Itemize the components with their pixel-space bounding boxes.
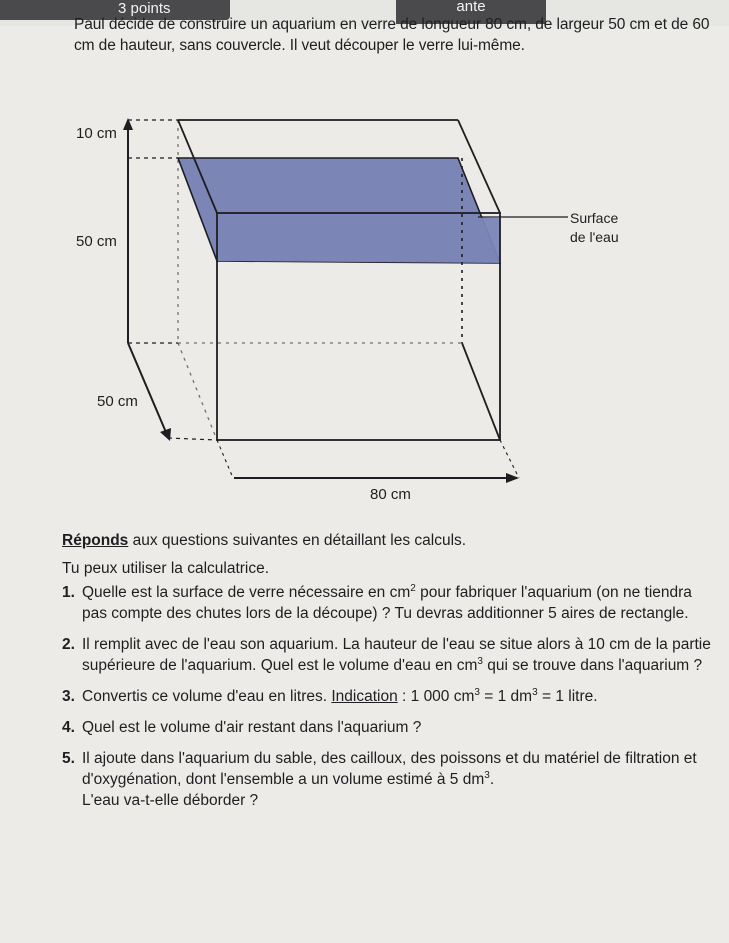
question-3: [62, 686, 712, 707]
instructions: [62, 530, 712, 586]
intro-text: Paul décide de construire un aquarium en verre de longueur 80 cm, de largeur 50 cm et de 60 cm de hauteur, sans couvercle. Il veut découper le verre lui-même.: [74, 16, 710, 54]
indication-label: Indication: [331, 688, 398, 705]
question-5-line2: L'eau va-t-elle déborder ?: [82, 792, 259, 809]
instruction-lead: Réponds: [62, 532, 129, 549]
question-text: Il ajoute dans l'aquarium du sable, des cailloux, des poissons et du matériel de filtration et d'oxygénation, dont l'ensemble a un volume estimé à 5 $dm^3$. L'eau va-t-elle déborder ?: [82, 750, 697, 809]
question-number: 1.: [62, 584, 75, 601]
question-number: 5.: [62, 750, 75, 767]
question-number: 3.: [62, 688, 75, 705]
top-right-tab: ante: [396, 0, 546, 24]
label-water: de l'eau: [570, 229, 619, 245]
depth-tick: [168, 438, 217, 440]
question-5: [62, 748, 712, 811]
question-text: Quelle est la surface de verre nécessaire en $cm^2$ pour fabriquer l'aquarium (on ne tiendra pas compte des chutes lors de la découpe) ? Tu devras additionner 5 aires de rectangle.: [82, 582, 692, 622]
question-text: Il remplit avec de l'eau son aquarium. La hauteur de l'eau se situe alors à 10 cm de la partie supérieure de l'aquarium. Quel est le volume d'eau en $cm^3$ qui se trouve dans l'aquarium ?: [82, 636, 711, 674]
calculator-note: Tu peux utiliser la calculatrice.: [62, 560, 270, 577]
water-front-band: [217, 213, 500, 263]
points-tab: 3 points: [0, 0, 230, 20]
question-text: Quel est le volume d'air restant dans l'aquarium ?: [82, 719, 422, 736]
length-arrow-right: [506, 473, 519, 483]
label-80cm: 80 cm: [370, 486, 411, 503]
depth-dimension-line: [128, 343, 168, 437]
question-text: Convertis ce volume d'eau en litres. Indication : 1 000 $cm^3 = 1$ $dm^3 = 1$ litre.: [82, 686, 598, 705]
question-2: [62, 634, 712, 676]
instruction-rest: aux questions suivantes en détaillant les calculs.: [128, 532, 467, 549]
hidden-bottom-left-edge: [178, 343, 217, 440]
label-surface: Surface: [570, 210, 619, 226]
label-50cm-depth: 50 cm: [97, 393, 138, 410]
question-list: [62, 582, 712, 821]
length-tick-left: [217, 440, 233, 478]
instruction-line: [62, 530, 712, 552]
aquarium-figure: [0, 100, 729, 520]
question-4: [62, 717, 712, 738]
label-10cm: 10 cm: [76, 125, 117, 142]
bottom-right-edge: [462, 343, 500, 440]
aquarium-diagram: [0, 100, 729, 520]
length-tick-right: [500, 440, 519, 478]
question-number: 2.: [62, 636, 75, 653]
question-number: 4.: [62, 719, 75, 736]
label-50cm-height: 50 cm: [76, 233, 117, 250]
question-1: [62, 582, 712, 624]
